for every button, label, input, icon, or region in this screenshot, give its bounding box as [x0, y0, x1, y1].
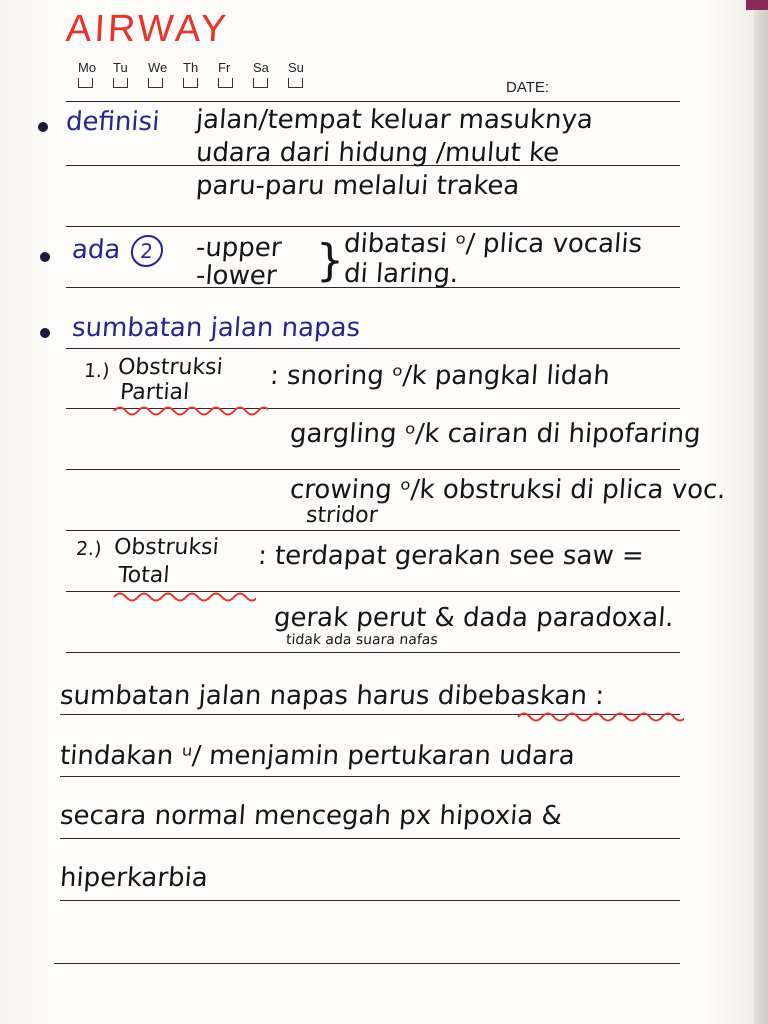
paragraph-line: tindakan ᵘ/ menjamin pertukaran udara	[58, 741, 576, 771]
paragraph-line: sumbatan jalan napas harus dibebaskan :	[58, 681, 606, 711]
weekday-checkboxes	[78, 60, 323, 88]
red-wavy-underline	[516, 710, 684, 724]
circled-number: 2	[129, 235, 163, 267]
page-title: AIRWAY	[64, 8, 231, 50]
day-label: We	[148, 60, 168, 75]
day-label: Sa	[253, 60, 269, 75]
ruled-line	[66, 652, 680, 653]
obstruction-detail: : terdapat gerakan see saw =	[256, 541, 645, 571]
sumbatan-heading: sumbatan jalan napas	[70, 313, 362, 343]
day-we	[148, 60, 183, 88]
day-checkbox	[253, 78, 268, 88]
paragraph-line: hiperkarbia	[58, 863, 209, 893]
day-checkbox	[288, 78, 303, 88]
lower-item: -lower	[194, 261, 278, 291]
ruled-line	[60, 838, 680, 839]
bullet-dot	[40, 252, 50, 262]
ruled-line	[54, 963, 680, 964]
ruled-line	[66, 348, 680, 349]
ruled-line	[66, 469, 680, 470]
bullet-dot	[40, 328, 50, 338]
ruled-line	[66, 101, 680, 102]
page-edge	[754, 0, 768, 1024]
day-label: Fr	[218, 60, 231, 75]
obstruction-detail: tidak ada suara nafas	[285, 632, 439, 648]
day-sa	[253, 60, 288, 88]
obstruction-detail: gargling ᵒ/k cairan di hipofaring	[288, 419, 702, 449]
item-title: Obstruksi	[117, 355, 224, 380]
day-checkbox	[78, 78, 93, 88]
item-number: 2.)	[75, 538, 103, 560]
date-label: DATE:	[506, 79, 550, 96]
day-tu	[113, 60, 148, 88]
obstruction-detail: gerak perut & dada paradoxal.	[272, 603, 675, 633]
definition-line: jalan/tempat keluar masuknya	[194, 105, 594, 135]
day-label: Mo	[78, 60, 97, 75]
item-subtitle: Partial	[119, 380, 191, 405]
item-subtitle: Total	[117, 563, 171, 588]
ada-label	[71, 234, 166, 267]
obstruction-detail: crowing ᵒ/k obstruksi di plica voc.	[288, 475, 727, 505]
ruled-line	[60, 900, 680, 901]
day-th	[183, 60, 218, 88]
dibatasi-text: di laring.	[342, 259, 460, 289]
page-corner-tab	[746, 0, 768, 10]
definition-line: paru-paru melalui trakea	[194, 171, 521, 201]
day-su	[288, 60, 323, 88]
day-checkbox	[113, 78, 128, 88]
day-checkbox	[218, 78, 233, 88]
item-title: Obstruksi	[113, 535, 220, 560]
day-fr	[218, 60, 253, 88]
day-checkbox	[183, 78, 198, 88]
red-wavy-underline	[112, 404, 268, 418]
day-checkbox	[148, 78, 163, 88]
paragraph-line: secara normal mencegah px hipoxia &	[58, 801, 563, 831]
definition-label: definisi	[64, 107, 161, 137]
ada-text: ada	[70, 235, 122, 265]
red-wavy-underline	[112, 590, 256, 604]
day-mo	[78, 60, 113, 88]
definition-line: udara dari hidung /mulut ke	[194, 138, 561, 168]
upper-item: -upper	[194, 233, 283, 263]
obstruction-detail: : snoring ᵒ/k pangkal lidah	[268, 361, 611, 391]
day-label: Th	[183, 60, 199, 75]
bullet-dot	[38, 122, 48, 132]
ruled-line	[66, 226, 680, 227]
ruled-line	[60, 776, 680, 777]
obstruction-detail: stridor	[305, 503, 379, 528]
day-label: Su	[288, 60, 304, 75]
item-number: 1.)	[83, 360, 111, 382]
day-label: Tu	[113, 60, 128, 75]
dibatasi-text: dibatasi ᵒ/ plica vocalis	[342, 229, 644, 259]
curly-brace: }	[316, 235, 344, 286]
